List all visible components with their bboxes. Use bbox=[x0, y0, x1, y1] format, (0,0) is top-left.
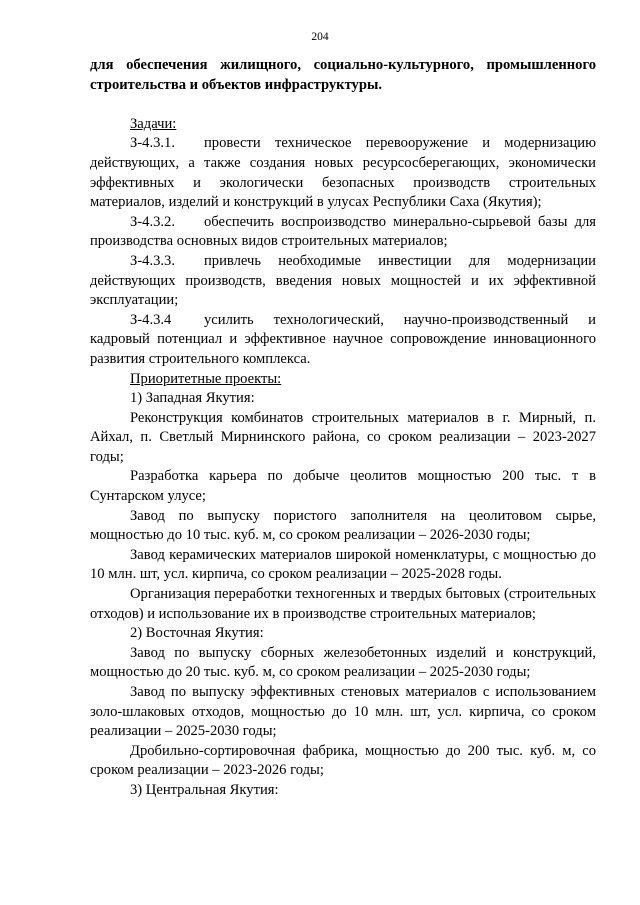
project-item: Завод по выпуску сборных железобетонных изделий и конструкций, мощностью до 20 тыс. куб. м, со сроком реализации – 2025-2030 годы; bbox=[90, 644, 596, 681]
tasks-heading-text: Задачи: bbox=[130, 115, 177, 132]
project-item: Дробильно-сортировочная фабрика, мощностью до 200 тыс. куб. м, со сроком реализации – 2023-2026 годы; bbox=[90, 742, 596, 779]
project-item: Завод по выпуску пористого заполнителя на цеолитовом сырье, мощностью до 10 тыс. куб. м, со сроком реализации – 2026-2030 годы; bbox=[90, 507, 596, 544]
task-text: усилить технологический, научно-производственный и кадровый потенциал и эффективное научное сопровождение инновационного развития строительного комплекса. bbox=[90, 311, 596, 367]
page-content bbox=[90, 56, 596, 801]
region-title: 3) Центральная Якутия: bbox=[130, 781, 279, 798]
intro-paragraph: для обеспечения жилищного, социально-культурного, промышленного строительства и объектов инфраструктуры. bbox=[90, 57, 596, 93]
project-item: Разработка карьера по добыче цеолитов мощностью 200 тыс. т в Сунтарском улусе; bbox=[90, 468, 596, 505]
task-item bbox=[90, 252, 596, 311]
region-east bbox=[90, 624, 596, 781]
region-central bbox=[90, 781, 596, 801]
page-number: 204 bbox=[311, 31, 329, 43]
task-text: провести техническое перевооружение и модернизацию действующих, а также создания новых ресурсосберегающих, экономически эффективных и экологически безопасных производств строительных материалов, изделий и конструкций в улусах Республики Саха (Якутия); bbox=[90, 135, 596, 211]
project-item: Завод по выпуску эффективных стеновых материалов с использованием золо-шлаковых отходов, мощностью до 10 млн. шт, усл. кирпича, со сроком реализации – 2025-2030 годы; bbox=[90, 684, 596, 740]
task-code: З-4.3.3. bbox=[130, 252, 176, 269]
projects-heading-text: Приоритетные проекты: bbox=[130, 370, 282, 387]
task-item bbox=[90, 311, 596, 370]
tasks-heading bbox=[90, 115, 596, 135]
projects-heading bbox=[90, 370, 596, 390]
region-title: 2) Восточная Якутия: bbox=[130, 625, 264, 642]
task-code: З-4.3.4 bbox=[130, 311, 172, 328]
project-item: Организация переработки техногенных и твердых бытовых (строительных отходов) и использование их в производстве строительных материалов; bbox=[90, 586, 596, 622]
task-item bbox=[90, 213, 596, 252]
project-item: Реконструкция комбинатов строительных материалов в г. Мирный, п. Айхал, п. Светлый Мирнинского района, со сроком реализации – 2023-2027 годы; bbox=[90, 409, 596, 465]
task-text: обеспечить воспроизводство минерально-сырьевой базы для производства основных видов строительных материалов; bbox=[90, 213, 596, 250]
spacer bbox=[90, 95, 596, 115]
task-code: З-4.3.1. bbox=[130, 135, 176, 152]
region-west bbox=[90, 389, 596, 624]
task-text: привлечь необходимые инвестиции для модернизации действующих производств, введения новых мощностей и их эффективной эксплуатации; bbox=[90, 252, 596, 309]
tasks-list bbox=[90, 134, 596, 369]
task-code: З-4.3.2. bbox=[130, 213, 176, 230]
project-item: Завод керамических материалов широкой номенклатуры, с мощностью до 10 млн. шт, усл. кирпича, со сроком реализации – 2025-2028 годы. bbox=[90, 546, 596, 583]
task-item bbox=[90, 134, 596, 212]
region-title: 1) Западная Якутия: bbox=[130, 390, 255, 407]
